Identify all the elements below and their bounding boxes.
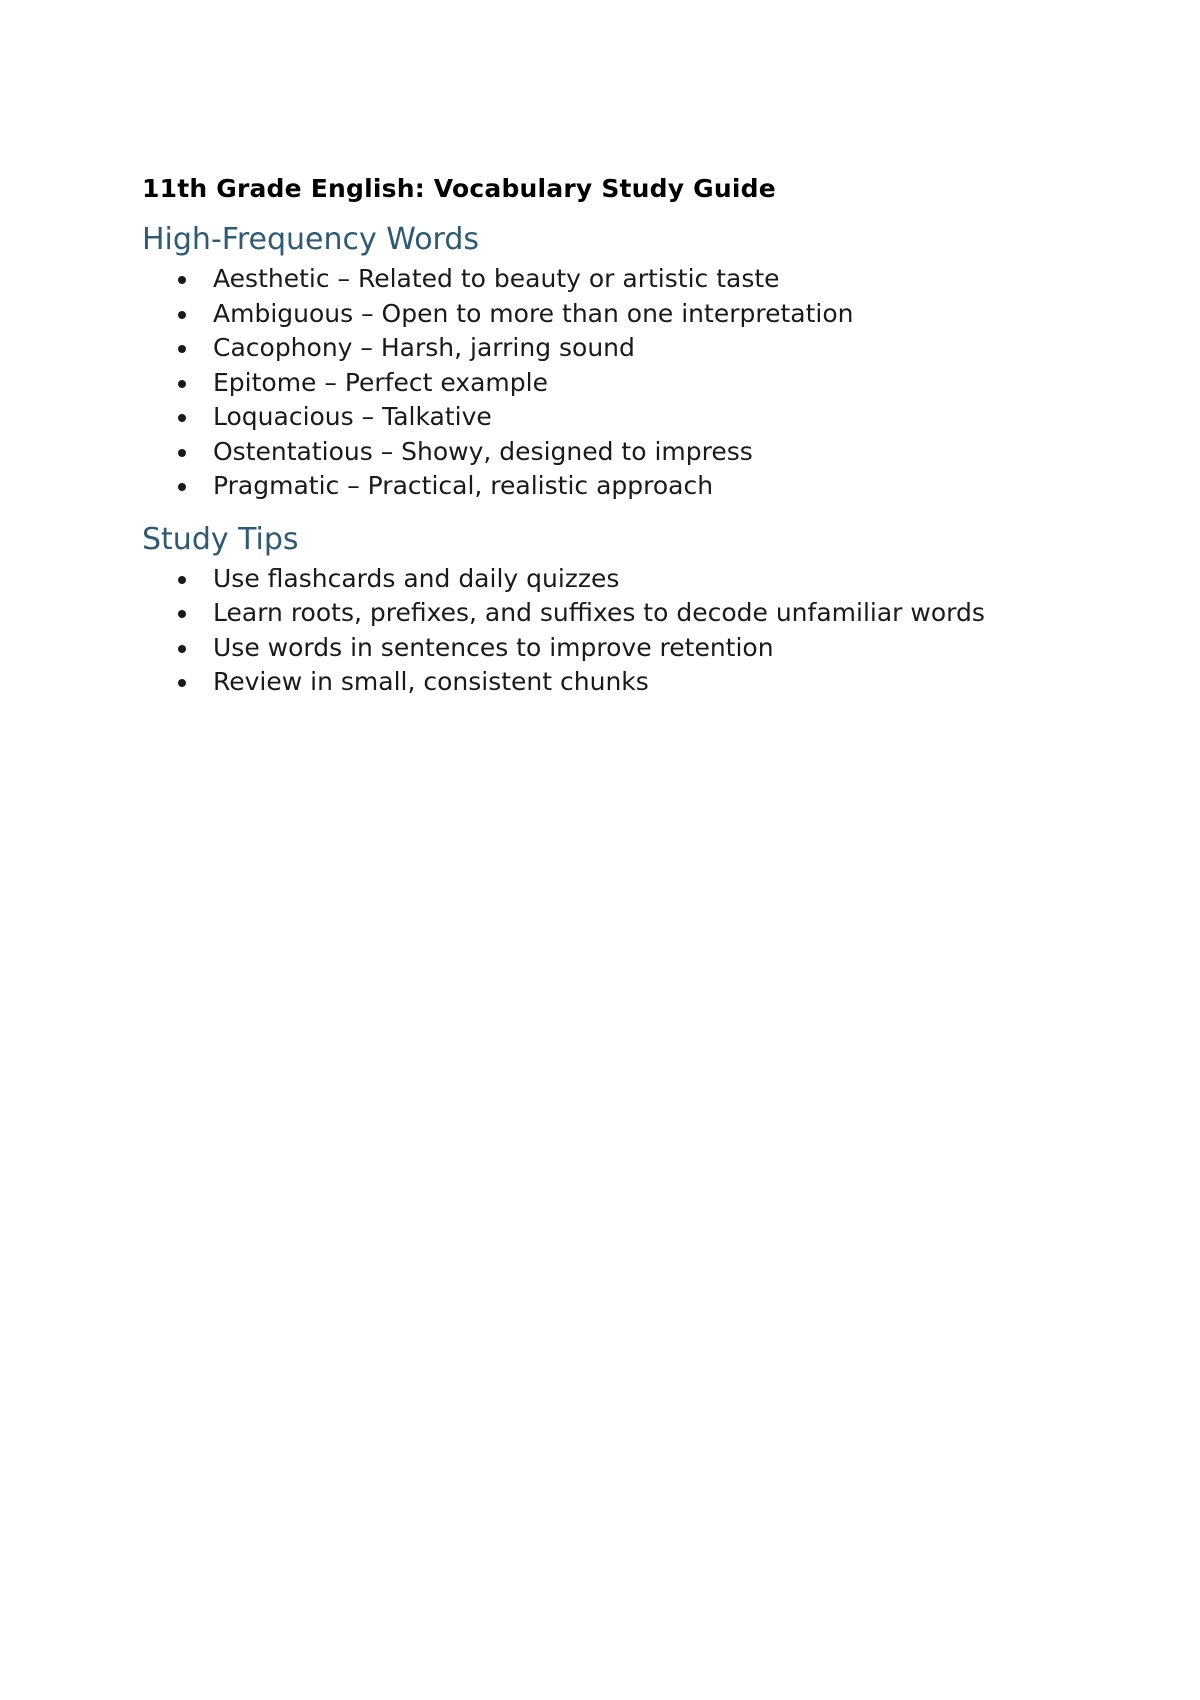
- list-item: [142, 469, 1102, 504]
- list-item-text: Use flashcards and daily quizzes: [213, 563, 620, 593]
- list-item-text: Review in small, consistent chunks: [213, 667, 649, 696]
- list-item-text: Ostentatious – Showy, designed to impress: [213, 436, 753, 466]
- list-item: [142, 297, 1102, 332]
- list-item-text: Epitome – Perfect example: [213, 367, 548, 397]
- page-title: 11th Grade English: Vocabulary Study Guide: [142, 174, 776, 203]
- bullet-icon: [178, 679, 186, 687]
- list-item-text: Aesthetic – Related to beauty or artistic taste: [213, 264, 780, 293]
- list-item-text: Pragmatic – Practical, realistic approach: [213, 471, 714, 500]
- list-item-text: Learn roots, prefixes, and suffixes to decode unfamiliar words: [213, 598, 985, 627]
- section-heading-high-frequency-words: High-Frequency Words: [142, 222, 480, 257]
- list-item: [142, 665, 1102, 700]
- bullet-icon: [178, 645, 186, 653]
- bullet-icon: [178, 311, 186, 319]
- list-item: [142, 596, 1102, 631]
- list-item: [142, 262, 1102, 297]
- bullet-icon: [178, 610, 186, 618]
- list-item-text: Ambiguous – Open to more than one interpretation: [213, 298, 854, 328]
- list-item: [142, 562, 1102, 597]
- list-item-text: Use words in sentences to improve retention: [213, 632, 774, 662]
- document-page: [142, 170, 1102, 700]
- bullet-icon: [178, 449, 186, 457]
- section-heading-study-tips: Study Tips: [142, 521, 299, 557]
- bullet-icon: [178, 483, 186, 491]
- high-frequency-words-list: [142, 262, 1102, 504]
- list-item: [142, 400, 1102, 435]
- list-item: [142, 331, 1102, 366]
- bullet-icon: [178, 380, 186, 388]
- list-item-text: Cacophony – Harsh, jarring sound: [213, 333, 635, 362]
- list-item-text: Loquacious – Talkative: [213, 402, 492, 431]
- bullet-icon: [178, 345, 186, 353]
- bullet-icon: [178, 414, 186, 422]
- list-item: [142, 631, 1102, 666]
- bullet-icon: [178, 576, 186, 584]
- bullet-icon: [178, 276, 186, 284]
- list-item: [142, 366, 1102, 401]
- study-tips-list: [142, 562, 1102, 700]
- list-item: [142, 435, 1102, 470]
